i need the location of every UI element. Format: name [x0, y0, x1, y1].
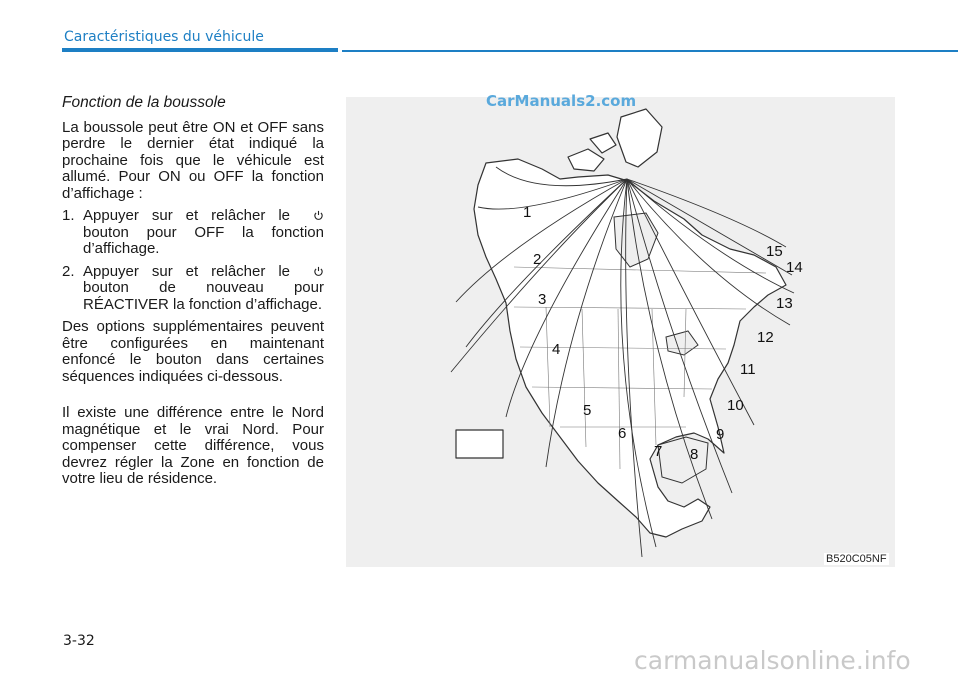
north-america-map [346, 97, 895, 567]
zone-label: 2 [533, 251, 542, 268]
step-text-after: bouton pour OFF la fonction d’affichage. [83, 223, 324, 257]
section-heading: Fonction de la boussole [62, 94, 226, 111]
watermark-text: CarManuals2.com [486, 92, 637, 110]
page-number: 3-32 [63, 633, 95, 649]
zone-label: 9 [716, 426, 725, 443]
step-2 [62, 264, 324, 314]
zone-label: 8 [690, 446, 699, 463]
gulf-of-mexico [658, 437, 708, 483]
footer-site-watermark: carmanualsonline.info [634, 646, 911, 675]
zone-label: 14 [786, 259, 803, 276]
figure-code: B520C05NF [826, 553, 887, 565]
greenland-shape [617, 109, 662, 167]
zone-label: 11 [740, 361, 756, 378]
step-text-before: Appuyer sur et relâcher le [83, 207, 291, 224]
intro-paragraph: La boussole peut être ON et OFF sans perdre le dernier état indiqué la prochaine fois que le véhicule est allumé. Pour ON ou OFF la fonction d’affichage : [62, 118, 324, 202]
zone-label: 3 [538, 291, 547, 308]
zone-label: 5 [583, 402, 592, 419]
text-column [62, 95, 324, 494]
zone-label: 10 [727, 397, 744, 414]
header-rule-thick [62, 48, 338, 52]
power-button-icon [313, 210, 324, 221]
zone-label: 15 [766, 243, 783, 260]
zone-label: 12 [757, 329, 774, 346]
zone-label: 1 [523, 204, 532, 221]
section-header-title: Caractéristiques du véhicule [64, 29, 264, 45]
step-number: 2. [62, 262, 75, 280]
zone-label: 6 [618, 425, 627, 442]
hawaii-inset [456, 430, 503, 458]
power-button-icon [313, 266, 324, 277]
zone-label: 4 [552, 341, 561, 358]
header-rule-thin [342, 50, 958, 52]
step-text-after: bouton de nouveau pour RÉACTIVER la fonction d’affichage. [83, 279, 324, 313]
zone-label: 13 [776, 295, 793, 312]
declination-paragraph: Il existe une différence entre le Nord magnétique et le vrai Nord. Pour compenser cette différence, vous devrez régler la Zone en fonction de votre lieu de résidence. [62, 404, 324, 487]
step-text-before: Appuyer sur et relâcher le [83, 262, 291, 280]
arctic-island-shape [590, 133, 616, 153]
step-1 [62, 208, 324, 258]
options-paragraph: Des options supplémentaires peuvent être configurées en maintenant enfoncé le bouton dans certaines séquences indiquées ci-dessous. [62, 318, 324, 385]
arctic-island-shape [568, 149, 604, 171]
zone-label: 7 [654, 443, 663, 460]
step-number: 1. [62, 207, 75, 224]
compass-zone-map [346, 97, 895, 567]
